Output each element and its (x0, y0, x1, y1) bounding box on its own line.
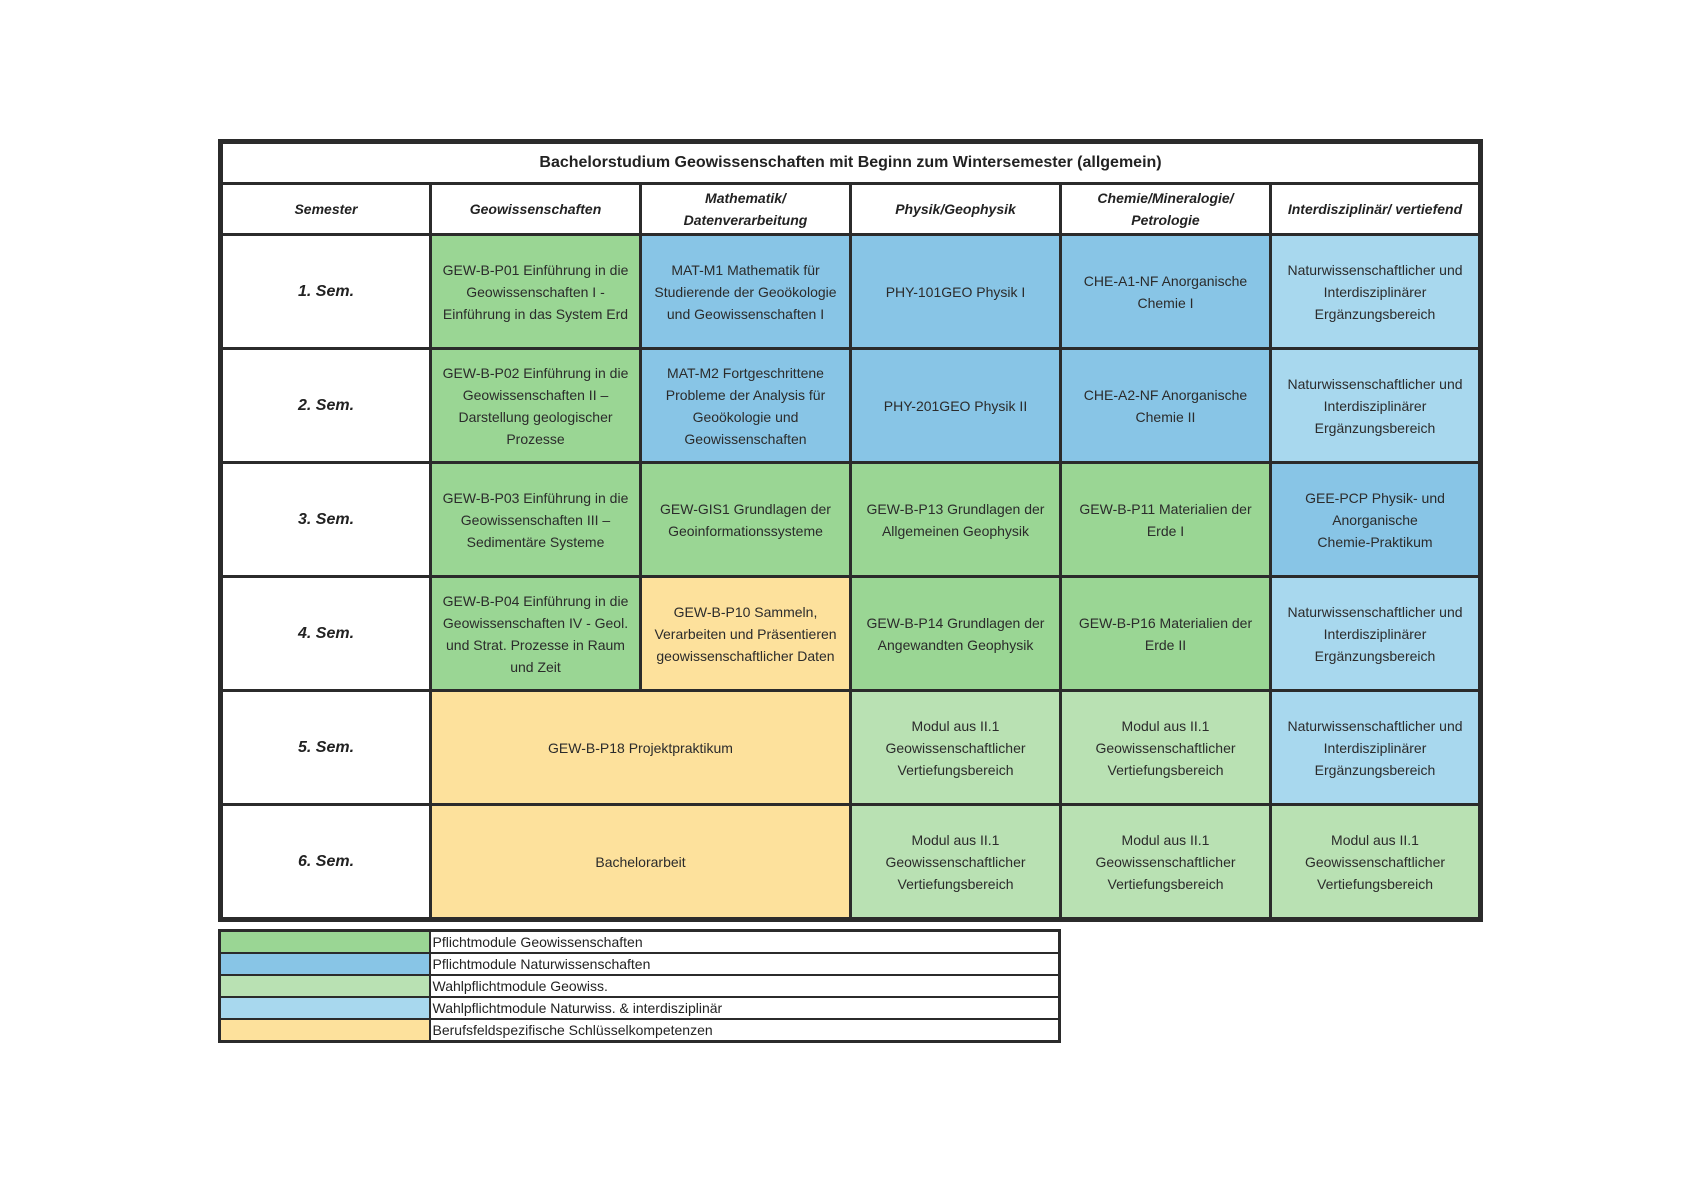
column-header-semester: Semester (221, 184, 431, 235)
column-header-mathematik: Mathematik/ Datenverarbeitung (641, 184, 851, 235)
semester-label: 4. Sem. (221, 577, 431, 691)
module-text: Modul aus II.1 Geowissenschaftlicher Vertiefungsbereich (1095, 717, 1236, 778)
legend-swatch (220, 997, 430, 1019)
module-text: GEW-B-P13 Grundlagen der Allgemeinen Geophysik (866, 500, 1045, 539)
semester-label: 1. Sem. (221, 235, 431, 349)
module-cell (851, 235, 1061, 349)
module-text: GEW-B-P04 Einführung in die Geowissenschaften IV - Geol. und Strat. Prozesse in Raum und Zeit (442, 592, 629, 675)
column-header-interdisziplinaer: Interdisziplinär/ vertiefend (1271, 184, 1481, 235)
module-text: GEW-B-P10 Sammeln, Verarbeiten und Präsentieren geowissenschaftlicher Daten (654, 603, 837, 664)
module-cell (1061, 235, 1271, 349)
module-text: Modul aus II.1 Geowissenschaftlicher Vertiefungsbereich (885, 831, 1026, 892)
legend-row (220, 997, 1060, 1019)
module-text: Bachelorarbeit (595, 853, 686, 870)
module-cell (1061, 691, 1271, 805)
module-cell (431, 691, 851, 805)
module-cell (1061, 349, 1271, 463)
legend-label: Wahlpflichtmodule Geowiss. (430, 975, 1060, 997)
module-text: GEW-B-P11 Materialien der Erde I (1079, 500, 1252, 539)
module-cell (431, 805, 851, 920)
module-text: Naturwissenschaftlicher und Interdisziplinärer Ergänzungsbereich (1287, 261, 1463, 322)
semester-row (221, 235, 1481, 349)
module-cell (851, 463, 1061, 577)
legend-label: Wahlpflichtmodule Naturwiss. & interdisziplinär (430, 997, 1060, 1019)
semester-label: 6. Sem. (221, 805, 431, 920)
module-text: Modul aus II.1 Geowissenschaftlicher Vertiefungsbereich (885, 717, 1026, 778)
module-cell (1061, 577, 1271, 691)
module-text: CHE-A1-NF Anorganische Chemie I (1083, 272, 1248, 311)
module-text: MAT-M1 Mathematik für Studierende der Geoökologie und Geowissenschaften I (654, 261, 837, 322)
legend-row (220, 975, 1060, 997)
module-text: Naturwissenschaftlicher und Interdisziplinärer Ergänzungsbereich (1287, 375, 1463, 436)
module-text: GEW-B-P14 Grundlagen der Angewandten Geophysik (866, 614, 1045, 653)
module-cell (431, 235, 641, 349)
column-header-geowissenschaften: Geowissenschaften (431, 184, 641, 235)
semester-row (221, 463, 1481, 577)
legend-swatch (220, 931, 430, 954)
module-cell (641, 235, 851, 349)
module-cell (851, 349, 1061, 463)
module-cell (1061, 805, 1271, 920)
semester-row (221, 805, 1481, 920)
legend-row (220, 931, 1060, 954)
plan-title: Bachelorstudium Geowissenschaften mit Beginn zum Wintersemester (allgemein) (221, 142, 1481, 184)
module-text: Naturwissenschaftlicher und Interdisziplinärer Ergänzungsbereich (1287, 717, 1463, 778)
module-cell (431, 463, 641, 577)
module-text: GEW-B-P01 Einführung in die Geowissenschaften I - Einführung in das System Erd (442, 261, 629, 322)
module-cell (1271, 691, 1481, 805)
module-cell (641, 577, 851, 691)
module-text: MAT-M2 Fortgeschrittene Probleme der Analysis für Geoökologie und Geowissenschaften (665, 364, 826, 447)
legend-row (220, 1019, 1060, 1042)
module-cell (851, 805, 1061, 920)
module-text: Naturwissenschaftlicher und Interdisziplinärer Ergänzungsbereich (1287, 603, 1463, 664)
module-text: GEE-PCP Physik- und Anorganische Chemie-Praktikum (1305, 489, 1445, 550)
module-cell (851, 691, 1061, 805)
color-legend (218, 929, 1061, 1043)
module-text: GEW-B-P16 Materialien der Erde II (1078, 614, 1253, 653)
module-cell (1271, 463, 1481, 577)
legend-swatch (220, 953, 430, 975)
module-text: GEW-B-P02 Einführung in die Geowissenschaften II – Darstellung geologischer Prozesse (442, 364, 629, 447)
module-text: Modul aus II.1 Geowissenschaftlicher Vertiefungsbereich (1304, 831, 1446, 892)
legend-row (220, 953, 1060, 975)
legend-label: Berufsfeldspezifische Schlüsselkompetenzen (430, 1019, 1060, 1042)
module-cell (851, 577, 1061, 691)
module-cell (431, 577, 641, 691)
module-cell (1061, 463, 1271, 577)
column-header-chemie: Chemie/Mineralogie/ Petrologie (1061, 184, 1271, 235)
module-text: PHY-101GEO Physik I (885, 283, 1026, 300)
module-cell (1271, 805, 1481, 920)
semester-label: 5. Sem. (221, 691, 431, 805)
module-text: CHE-A2-NF Anorganische Chemie II (1083, 386, 1248, 425)
legend-swatch (220, 1019, 430, 1042)
module-cell (431, 349, 641, 463)
legend-label: Pflichtmodule Naturwissenschaften (430, 953, 1060, 975)
module-cell (641, 463, 851, 577)
module-cell (641, 349, 851, 463)
semester-row (221, 691, 1481, 805)
module-cell (1271, 235, 1481, 349)
module-text: Modul aus II.1 Geowissenschaftlicher Vertiefungsbereich (1095, 831, 1236, 892)
module-text: PHY-201GEO Physik II (883, 397, 1028, 414)
legend-swatch (220, 975, 430, 997)
semester-label: 2. Sem. (221, 349, 431, 463)
semester-row (221, 577, 1481, 691)
semester-label: 3. Sem. (221, 463, 431, 577)
semester-row (221, 349, 1481, 463)
study-plan-table (218, 139, 1483, 922)
column-header-physik: Physik/Geophysik (851, 184, 1061, 235)
legend-label: Pflichtmodule Geowissenschaften (430, 931, 1060, 954)
module-cell (1271, 349, 1481, 463)
module-text: GEW-B-P18 Projektpraktikum (548, 739, 733, 756)
module-cell (1271, 577, 1481, 691)
module-text: GEW-B-P03 Einführung in die Geowissenschaften III – Sedimentäre Systeme (442, 489, 629, 550)
module-text: GEW-GIS1 Grundlagen der Geoinformationssysteme (660, 500, 831, 539)
